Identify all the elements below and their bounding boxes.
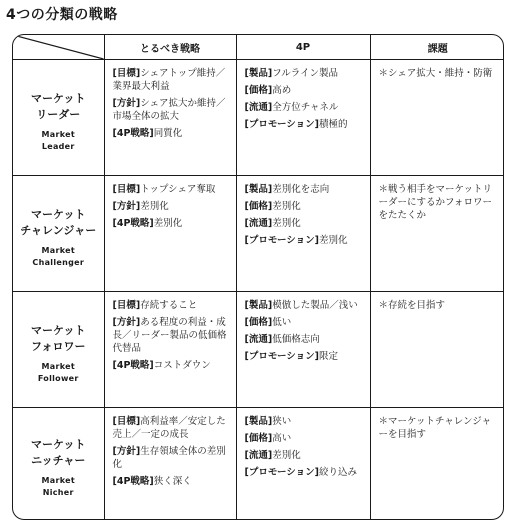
page-title: 4つの分類の戦略	[6, 7, 118, 23]
type-name-en: Market Challenger	[32, 245, 85, 267]
fourp-cell: [製品]模倣した製品／浅い [価格]低い [流通]低価格志向 [プロモーション]限定	[236, 292, 370, 408]
type-name-jp: マーケット ニッチャー	[31, 437, 86, 467]
type-name-en: Market Follower	[37, 361, 79, 383]
strategy-table	[13, 35, 504, 519]
type-name-jp: マーケット リーダー	[31, 91, 86, 121]
type-name-en: Market Nicher	[41, 475, 75, 497]
issue-cell: ＊マーケットチャレンジャーを目指す	[370, 408, 504, 520]
row-challenger	[13, 176, 504, 292]
row-head-follower	[13, 292, 104, 408]
corner-cell	[13, 35, 104, 60]
row-head-challenger	[13, 176, 104, 292]
row-head-leader	[13, 60, 104, 176]
row-follower	[13, 292, 504, 408]
strategy-table-frame	[12, 34, 504, 520]
row-leader	[13, 60, 504, 176]
header-issue: 課題	[370, 35, 504, 60]
header-4p: 4P	[236, 35, 370, 60]
fourp-cell: [製品]差別化を志向 [価格]差別化 [流通]差別化 [プロモーション]差別化	[236, 176, 370, 292]
strategy-cell: [目標]シェアトップ維持／業界最大利益 [方針]シェア拡大か維持／市場全体の拡大 [4P戦略]同質化	[104, 60, 236, 176]
header-row	[13, 35, 504, 60]
type-name-en: Market Leader	[41, 129, 75, 151]
diagonal-divider	[13, 35, 104, 59]
header-strategy: とるべき戦略	[104, 35, 236, 60]
type-name-jp: マーケット チャレンジャー	[20, 207, 97, 237]
issue-cell: ＊存続を目指す	[370, 292, 504, 408]
strategy-cell: [目標]存続すること [方針]ある程度の利益・成長／リーダー製品の低価格代替品 [4P戦略]コストダウン	[104, 292, 236, 408]
strategy-cell: [目標]トップシェア奪取 [方針]差別化 [4P戦略]差別化	[104, 176, 236, 292]
fourp-cell: [製品]フルライン製品 [価格]高め [流通]全方位チャネル [プロモーション]積極的	[236, 60, 370, 176]
row-nicher	[13, 408, 504, 520]
fourp-cell: [製品]狭い [価格]高い [流通]差別化 [プロモーション]絞り込み	[236, 408, 370, 520]
issue-cell: ＊戦う相手をマーケットリーダーにするかフォロワーをたたくか	[370, 176, 504, 292]
row-head-nicher	[13, 408, 104, 520]
strategy-cell: [目標]高利益率／安定した売上／一定の成長 [方針]生存領域全体の差別化 [4P戦略]狭く深く	[104, 408, 236, 520]
type-name-jp: マーケット フォロワー	[31, 323, 86, 353]
issue-cell: ＊シェア拡大・維持・防衛	[370, 60, 504, 176]
